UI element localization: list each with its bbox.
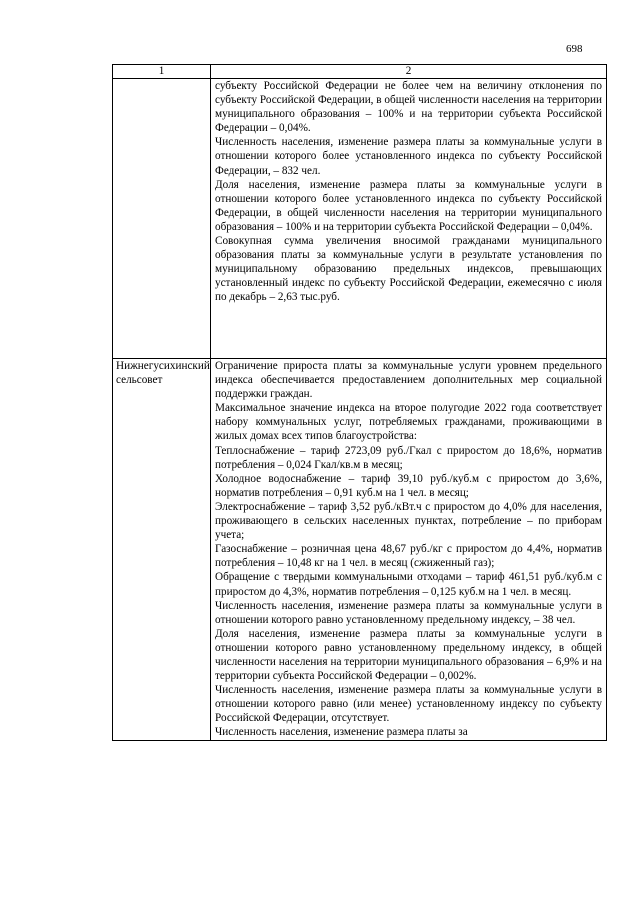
page-number: 698 [566,43,583,55]
paragraph: Доля населения, изменение размера платы за коммунальные услуги в отношении которого более установленного индекса по субъекту Российской Федерации, в общей численности населения на территории муниципального образования – 100% и на территории субъекта Российской Федерации – 0,04%. [215,178,602,233]
content-cell [211,79,607,359]
paragraph: Численность населения, изменение размера платы за коммунальные услуги в отношении которого более установленного индекса по субъекту Российской Федерации, – 832 чел. [215,136,602,177]
paragraph: Численность населения, изменение размера платы за коммунальные услуги в отношении которого равно установленному предельному индексу, – 38 чел. [215,599,602,626]
region-cell [113,79,211,359]
content-cell [211,359,607,741]
paragraph: Теплоснабжение – тариф 2723,09 руб./Гкал с приростом до 18,6%, норматив потребления – 0,024 Гкал/кв.м в месяц; [215,444,602,471]
paragraph: Обращение с твердыми коммунальными отходами – тариф 461,51 руб./куб.м с приростом до 4,3%, норматив потребления – 0,125 куб.м на 1 чел. в месяц. [215,571,602,598]
paragraph: Совокупная сумма увеличения вносимой гражданами муниципального образования платы за коммунальные услуги в результате установления по муниципальному образованию предельных индексов, превышающих установленный индекс по субъекту Российской Федерации, ежемесячно с июля по декабрь – 2,63 тыс.руб. [215,235,602,304]
table-row [113,359,607,741]
paragraph: Ограничение прироста платы за коммунальные услуги уровнем предельного индекса обеспечивается предоставлением дополнительных мер социальной поддержки граждан. [215,360,602,401]
paragraph: Численность населения, изменение размера платы за коммунальные услуги в отношении которого равно (или менее) установленному индексу по субъекту Российской Федерации, отсутствует. [215,684,602,725]
paragraph: Максимальное значение индекса на второе полугодие 2022 года соответствует набору коммунальных услуг, потребляемых гражданами, проживающими в жилых домах всех типов благоустройства: [215,402,602,443]
paragraph: субъекту Российской Федерации не более чем на величину отклонения по субъекту Российской Федерации, в общей численности населения на территории муниципального образования – 100% и на территории субъекта Российской Федерации – 0,04%. [215,80,602,135]
paragraph: Доля населения, изменение размера платы за коммунальные услуги в отношении которого равно установленному предельному индексу, в общей численности населения на территории муниципального образования – 6,9% и на территории субъекта Российской Федерации – 0,002%. [215,627,602,683]
table-header-row [113,65,607,79]
column-header-1: 1 [113,65,211,79]
table-row [113,79,607,359]
document-table [112,64,607,741]
region-cell: Нижнегусихинский сельсовет [113,359,211,741]
paragraph: Газоснабжение – розничная цена 48,67 руб./кг с приростом до 4,4%, норматив потребления – 10,48 кг на 1 чел. в месяц (сжиженный газ); [215,543,602,570]
column-header-2: 2 [211,65,607,79]
paragraph: Холодное водоснабжение – тариф 39,10 руб./куб.м с приростом до 3,6%, норматив потребления – 0,91 куб.м на 1 чел. в месяц; [215,472,602,499]
paragraph: Электроснабжение – тариф 3,52 руб./кВт.ч с приростом до 4,0% для населения, проживающего в сельских населенных пунктах, потребление – по приборам учета; [215,500,602,542]
paragraph: Численность населения, изменение размера платы за [215,726,468,739]
